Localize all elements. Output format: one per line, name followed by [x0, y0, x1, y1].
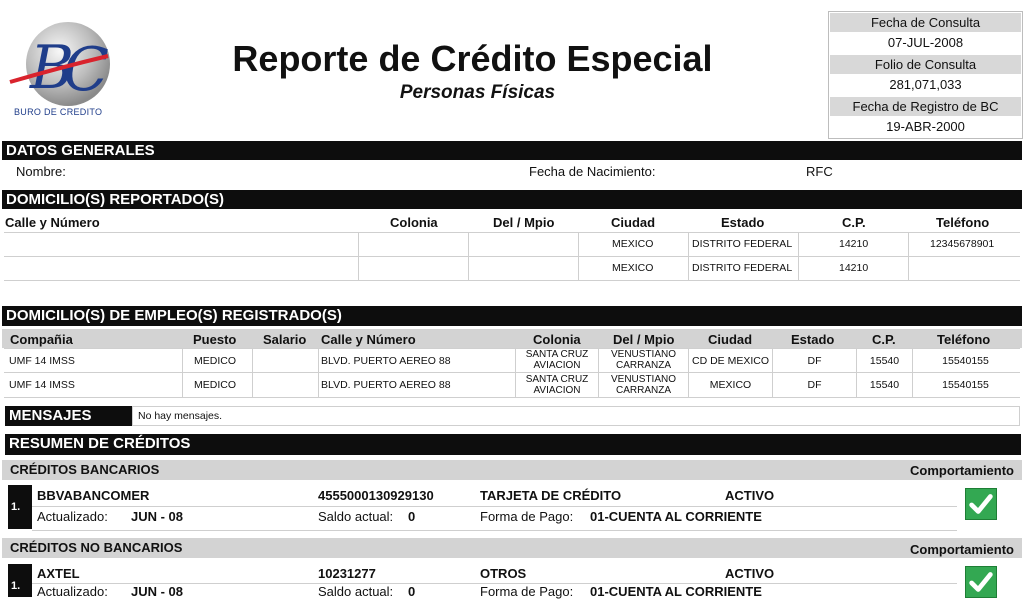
dom-ciudad: MEXICO — [612, 262, 654, 274]
domicilios-bar: DOMICILIO(S) REPORTADO(S) — [2, 190, 1022, 209]
emp-header-compania: Compañia — [10, 332, 73, 347]
empleos-bar: DOMICILIO(S) DE EMPLEO(S) REGISTRADO(S) — [2, 306, 1022, 326]
creditos-bancarios-bar — [2, 460, 1022, 480]
fecha-nacimiento-label: Fecha de Nacimiento: — [529, 164, 656, 179]
emp-header-calle: Calle y Número — [321, 332, 416, 347]
nombre-label: Nombre: — [16, 164, 66, 179]
report-title: Reporte de Crédito Especial — [232, 38, 713, 79]
actualizado-value: JUN - 08 — [131, 509, 184, 524]
resumen-bar: RESUMEN DE CRÉDITOS — [5, 434, 1021, 455]
fecha-consulta-value: 07-JUL-2008 — [830, 33, 1021, 52]
mensajes-bar: MENSAJES — [5, 406, 133, 426]
credit-estado: ACTIVO — [725, 488, 775, 503]
emp-header-del: Del / Mpio — [613, 332, 675, 347]
saldo-value: 0 — [408, 584, 416, 599]
emp-colonia: SANTA CRUZ AVIACION — [525, 349, 589, 371]
forma-pago-value: 01-CUENTA AL CORRIENTE — [590, 584, 762, 599]
emp-calle: BLVD. PUERTO AEREO 88 — [321, 379, 451, 391]
datos-generales-bar: DATOS GENERALES — [2, 141, 1022, 160]
emp-estado: DF — [807, 355, 822, 367]
forma-pago-label: Forma de Pago: — [480, 584, 574, 599]
report-subtitle: Personas Físicas — [399, 82, 556, 103]
credit-estado: ACTIVO — [725, 566, 775, 581]
logo-caption: BURO DE CREDITO — [14, 107, 103, 117]
emp-del: VENUSTIANO CARRANZA — [610, 374, 676, 396]
dom-header-colonia: Colonia — [390, 215, 438, 230]
emp-ciudad: CD DE MEXICO — [691, 355, 769, 367]
consult-info-box — [828, 11, 1023, 139]
credit-cuenta: 4555000130929130 — [318, 488, 434, 503]
dom-estado: DISTRITO FEDERAL — [692, 238, 793, 250]
saldo-value: 0 — [408, 509, 416, 524]
actualizado-value: JUN - 08 — [131, 584, 184, 599]
dom-header-ciudad: Ciudad — [611, 215, 656, 230]
emp-ciudad: MEXICO — [709, 379, 752, 391]
fecha-registro-value: 19-ABR-2000 — [830, 117, 1021, 136]
emp-cp: 15540 — [869, 355, 900, 367]
saldo-label: Saldo actual: — [318, 509, 394, 524]
fecha-consulta-label: Fecha de Consulta — [830, 13, 1021, 32]
actualizado-label: Actualizado: — [37, 584, 108, 599]
credit-number: 1. — [8, 564, 32, 597]
dom-cp: 14210 — [839, 262, 869, 274]
dom-header-cp: C.P. — [842, 215, 866, 230]
forma-pago-value: 01-CUENTA AL CORRIENTE — [590, 509, 762, 524]
creditos-bancarios-title: CRÉDITOS BANCARIOS — [10, 462, 160, 477]
dom-header-estado: Estado — [721, 215, 765, 230]
emp-cp: 15540 — [869, 379, 900, 391]
mensajes-box — [132, 406, 1020, 426]
emp-puesto: MEDICO — [194, 355, 236, 367]
saldo-label: Saldo actual: — [318, 584, 394, 599]
emp-telefono: 15540155 — [942, 355, 989, 367]
credit-number: 1. — [8, 485, 32, 529]
emp-compania: UMF 14 IMSS — [9, 355, 75, 367]
folio-consulta-label: Folio de Consulta — [830, 55, 1021, 74]
emp-header-estado: Estado — [791, 332, 835, 347]
credit-otorgante: AXTEL — [37, 566, 80, 581]
svg-text:C: C — [63, 35, 109, 105]
emp-telefono: 15540155 — [942, 379, 989, 391]
emp-header-telefono: Teléfono — [937, 332, 991, 347]
credit-tipo: TARJETA DE CRÉDITO — [480, 488, 622, 503]
dom-header-del: Del / Mpio — [493, 215, 555, 230]
credit-cuenta: 10231277 — [318, 566, 376, 581]
forma-pago-label: Forma de Pago: — [480, 509, 574, 524]
check-icon — [965, 566, 997, 598]
dom-cp: 14210 — [839, 238, 869, 250]
dom-header-telefono: Teléfono — [936, 215, 990, 230]
empleos-header-row — [2, 329, 1022, 348]
emp-estado: DF — [807, 379, 822, 391]
check-icon — [965, 488, 997, 520]
folio-consulta-value: 281,071,033 — [830, 75, 1021, 94]
creditos-no-bancarios-title: CRÉDITOS NO BANCARIOS — [10, 540, 183, 555]
dom-telefono: 12345678901 — [930, 238, 995, 250]
mensajes-text: No hay mensajes. — [138, 410, 223, 422]
emp-header-colonia: Colonia — [533, 332, 581, 347]
emp-header-puesto: Puesto — [193, 332, 237, 347]
emp-header-salario: Salario — [263, 332, 307, 347]
dom-header-calle: Calle y Número — [5, 215, 100, 230]
actualizado-label: Actualizado: — [37, 509, 108, 524]
emp-compania: UMF 14 IMSS — [9, 379, 75, 391]
emp-header-ciudad: Ciudad — [708, 332, 753, 347]
dom-ciudad: MEXICO — [612, 238, 654, 250]
creditos-no-bancarios-bar — [2, 538, 1022, 558]
credit-tipo: OTROS — [480, 566, 527, 581]
emp-del: VENUSTIANO CARRANZA — [610, 349, 676, 371]
emp-header-cp: C.P. — [872, 332, 896, 347]
credit-otorgante: BBVABANCOMER — [37, 488, 150, 503]
emp-calle: BLVD. PUERTO AEREO 88 — [321, 355, 451, 367]
emp-puesto: MEDICO — [194, 379, 236, 391]
emp-colonia: SANTA CRUZ AVIACION — [525, 374, 589, 396]
comportamiento-label: Comportamiento — [910, 463, 1014, 478]
dom-estado: DISTRITO FEDERAL — [692, 262, 793, 274]
comportamiento-label: Comportamiento — [910, 542, 1014, 557]
fecha-registro-label: Fecha de Registro de BC — [830, 97, 1021, 116]
rfc-label: RFC — [806, 164, 833, 179]
svg-text:B: B — [30, 33, 75, 103]
